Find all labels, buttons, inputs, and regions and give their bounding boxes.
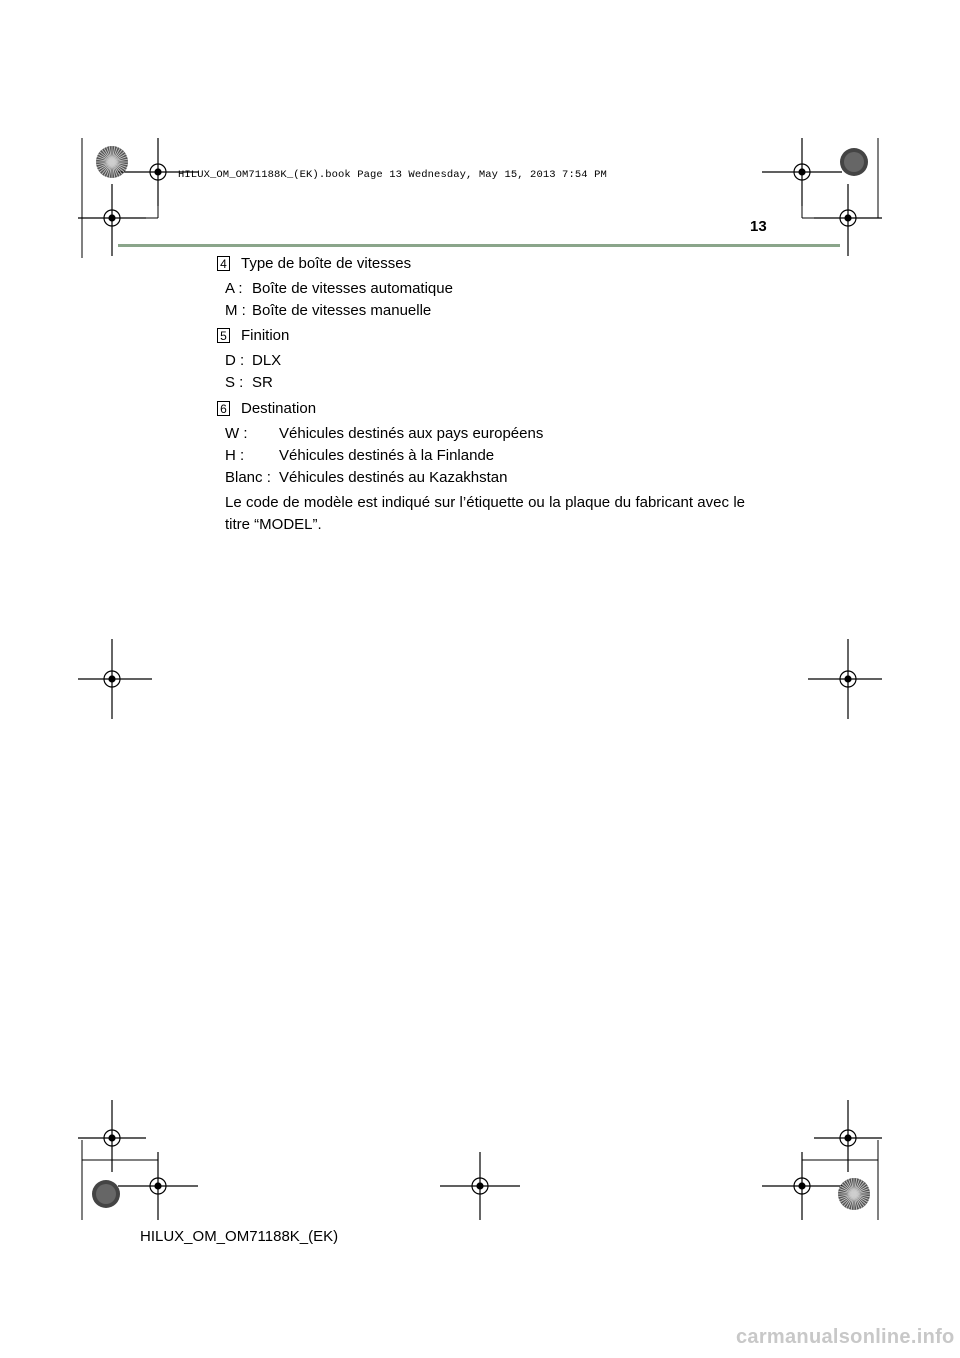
section-number-badge: 4: [217, 256, 230, 271]
model-code-note: Le code de modèle est indiqué sur l’étiquette ou la plaque du fabricant avec le titre “MODEL”.: [225, 494, 745, 533]
section-heading-4: [217, 253, 411, 275]
list-item: [225, 350, 281, 372]
list-item: [225, 372, 273, 394]
list-item: [225, 278, 453, 300]
item-code: A :: [225, 280, 243, 297]
section-title: Destination: [241, 400, 317, 417]
item-text: Véhicules destinés à la Finlande: [279, 447, 495, 464]
header-stamp: HILUX_OM_OM71188K_(EK).book Page 13 Wednesday, May 15, 2013 7:54 PM: [178, 169, 607, 181]
section-heading-5: [217, 325, 289, 347]
section-title: Type de boîte de vitesses: [241, 255, 412, 272]
dial-mark-top-right: [840, 148, 868, 176]
header-rule: [118, 244, 840, 247]
item-code: Blanc :: [225, 469, 271, 486]
page-number: 13: [750, 218, 767, 235]
list-item: [225, 300, 431, 322]
item-code: M :: [225, 302, 246, 319]
watermark: carmanualsonline.info: [736, 1326, 955, 1348]
item-code: S :: [225, 374, 244, 391]
list-item: [225, 467, 507, 489]
registration-targets: [78, 138, 882, 1220]
item-text: DLX: [252, 352, 282, 369]
item-text: Véhicules destinés aux pays européens: [279, 425, 544, 442]
section-number-badge: 5: [217, 328, 230, 343]
section-title: Finition: [241, 327, 290, 344]
section-heading-6: [217, 398, 316, 420]
item-text: Véhicules destinés au Kazakhstan: [279, 469, 508, 486]
dial-mark-bottom-left: [92, 1180, 120, 1208]
footer-doc-id: HILUX_OM_OM71188K_(EK): [140, 1228, 339, 1245]
item-code: D :: [225, 352, 245, 369]
item-text: Boîte de vitesses manuelle: [252, 302, 432, 319]
section-number-badge: 6: [217, 401, 230, 416]
item-code: H :: [225, 447, 245, 464]
item-text: Boîte de vitesses automatique: [252, 280, 453, 297]
list-item: [225, 445, 494, 467]
list-item: [225, 423, 543, 445]
item-code: W :: [225, 425, 248, 442]
item-text: SR: [252, 374, 273, 391]
